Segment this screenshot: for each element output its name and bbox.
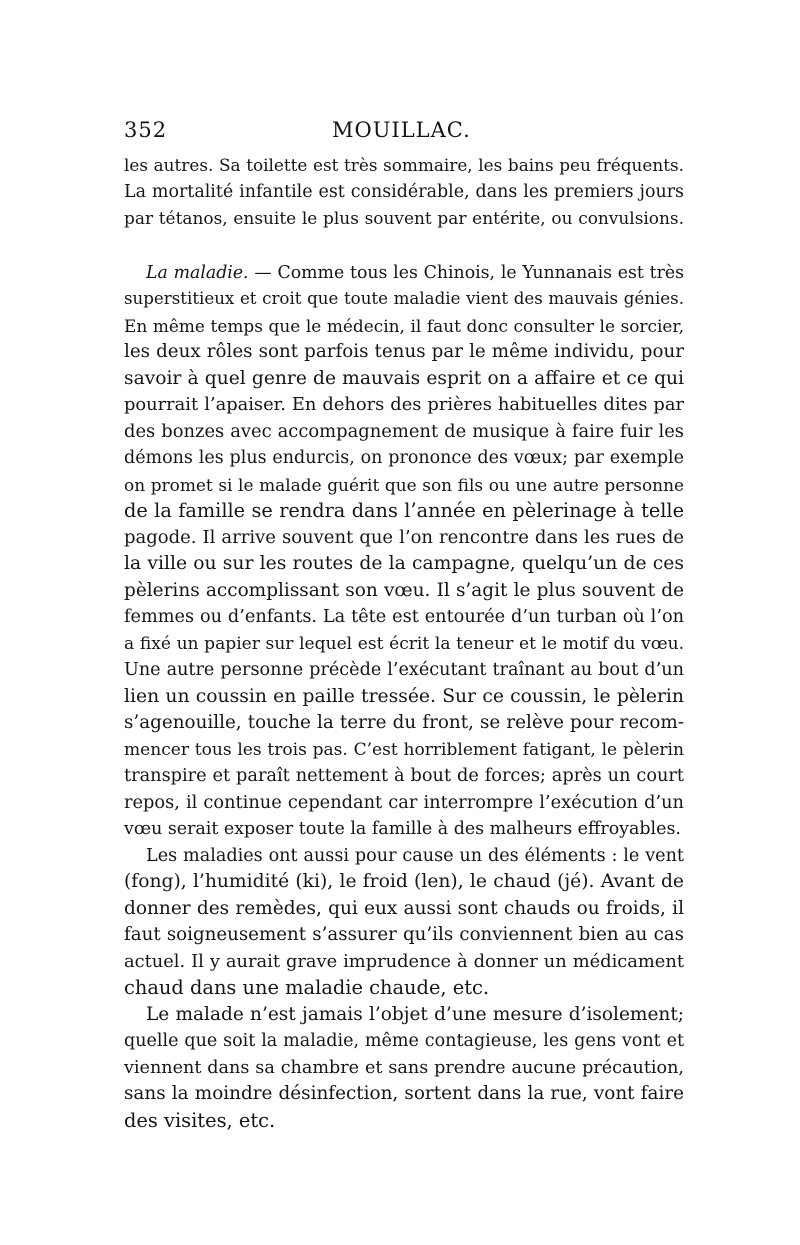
- text-line: des bonzes avec accompagnement de musique à faire fuir les: [124, 420, 684, 442]
- text-line: vœu serait exposer toute la famille à des malheurs effroyables.: [124, 819, 681, 839]
- text-line: viennent dans sa chambre et sans prendre aucune précaution,: [124, 1057, 684, 1078]
- body-text: [124, 152, 684, 1134]
- text-line: mencer tous les trois pas. C’est horriblement fatigant, le pèlerin: [124, 739, 684, 760]
- paragraph-gap: [124, 232, 684, 260]
- text-line: Les maladies ont aussi pour cause un des éléments : le vent: [146, 845, 684, 866]
- text-line: chaud dans une maladie chaude, etc.: [124, 976, 490, 999]
- text-line: Une autre personne précède l’exécutant traînant au bout d’un: [124, 660, 684, 680]
- paragraph-3: [124, 843, 684, 1002]
- text-line: pagode. Il arrive souvent que l’on rencontre dans les rues de: [124, 526, 684, 548]
- text-line: [124, 260, 684, 287]
- text-line: a fixé un papier sur lequel est écrit la teneur et le motif du vœu.: [124, 633, 684, 654]
- paragraph-1: [124, 152, 684, 232]
- text-line: actuel. Il y aurait grave imprudence à donner un médicament: [124, 950, 684, 972]
- page-number: 352: [124, 118, 168, 142]
- text-line: les autres. Sa toilette est très sommaire, les bains peu fréquents.: [124, 155, 684, 175]
- text-line: faut soigneusement s’assurer qu’ils conviennent bien au cas: [124, 924, 684, 945]
- text-line: la ville ou sur les routes de la campagne, quelqu’un de ces: [124, 553, 684, 574]
- paragraph-2: [124, 260, 684, 843]
- text-line: transpire et paraît nettement à bout de forces; après un court: [124, 766, 684, 786]
- text-line: les deux rôles sont parfois tenus par le même individu, pour: [124, 341, 684, 362]
- text-line: Le malade n’est jamais l’objet d’une mesure d’isolement;: [146, 1003, 684, 1025]
- text-line: savoir à quel genre de mauvais esprit on a affaire et ce qui: [124, 367, 684, 389]
- paragraph-4: [124, 1002, 684, 1135]
- text-line: quelle que soit la maladie, même contagieuse, les gens vont et: [124, 1031, 684, 1051]
- text-line: donner des remèdes, qui eux aussi sont chauds ou froids, il: [124, 897, 684, 919]
- text-line: En même temps que le médecin, il faut donc consulter le sorcier,: [124, 315, 684, 336]
- text-line: par tétanos, ensuite le plus souvent par entérite, ou convulsions.: [124, 208, 684, 228]
- text-line: repos, il continue cependant car interrompre l’exécution d’un: [124, 791, 684, 813]
- running-head: MOUILLAC.: [332, 118, 471, 142]
- text-line: des visites, etc.: [124, 1108, 276, 1132]
- text-line: La mortalité infantile est considérable, dans les premiers jours: [124, 181, 684, 202]
- heading-line-rest: — Comme tous les Chinois, le Yunnanais est très: [248, 262, 685, 283]
- text-line: on promet si le malade guérit que son fils ou une autre personne: [124, 474, 684, 495]
- page-header: [124, 118, 684, 148]
- text-line: démons les plus endurcis, on prononce des vœux; par exemple: [124, 448, 684, 468]
- text-line: sans la moindre désinfection, sortent dans la rue, vont faire: [124, 1083, 684, 1104]
- text-line: superstitieux et croit que toute maladie vient des mauvais génies.: [124, 289, 684, 308]
- text-line: pourrait l’apaiser. En dehors des prières habituelles dites par: [124, 394, 684, 415]
- text-line: de la famille se rendra dans l’année en pèlerinage à telle: [124, 499, 684, 522]
- text-line: lien un coussin en paille tressée. Sur ce coussin, le pèlerin: [124, 685, 684, 707]
- text-line: s’agenouille, touche la terre du front, se relève pour recom-: [124, 712, 684, 733]
- text-line: femmes ou d’enfants. La tête est entourée d’un turban où l’on: [124, 607, 684, 627]
- text-line: pèlerins accomplissant son vœu. Il s’agit le plus souvent de: [124, 579, 684, 601]
- text-line: (fong), l’humidité (ki), le froid (len), le chaud (jé). Avant de: [124, 871, 684, 892]
- section-heading: La maladie.: [146, 262, 249, 283]
